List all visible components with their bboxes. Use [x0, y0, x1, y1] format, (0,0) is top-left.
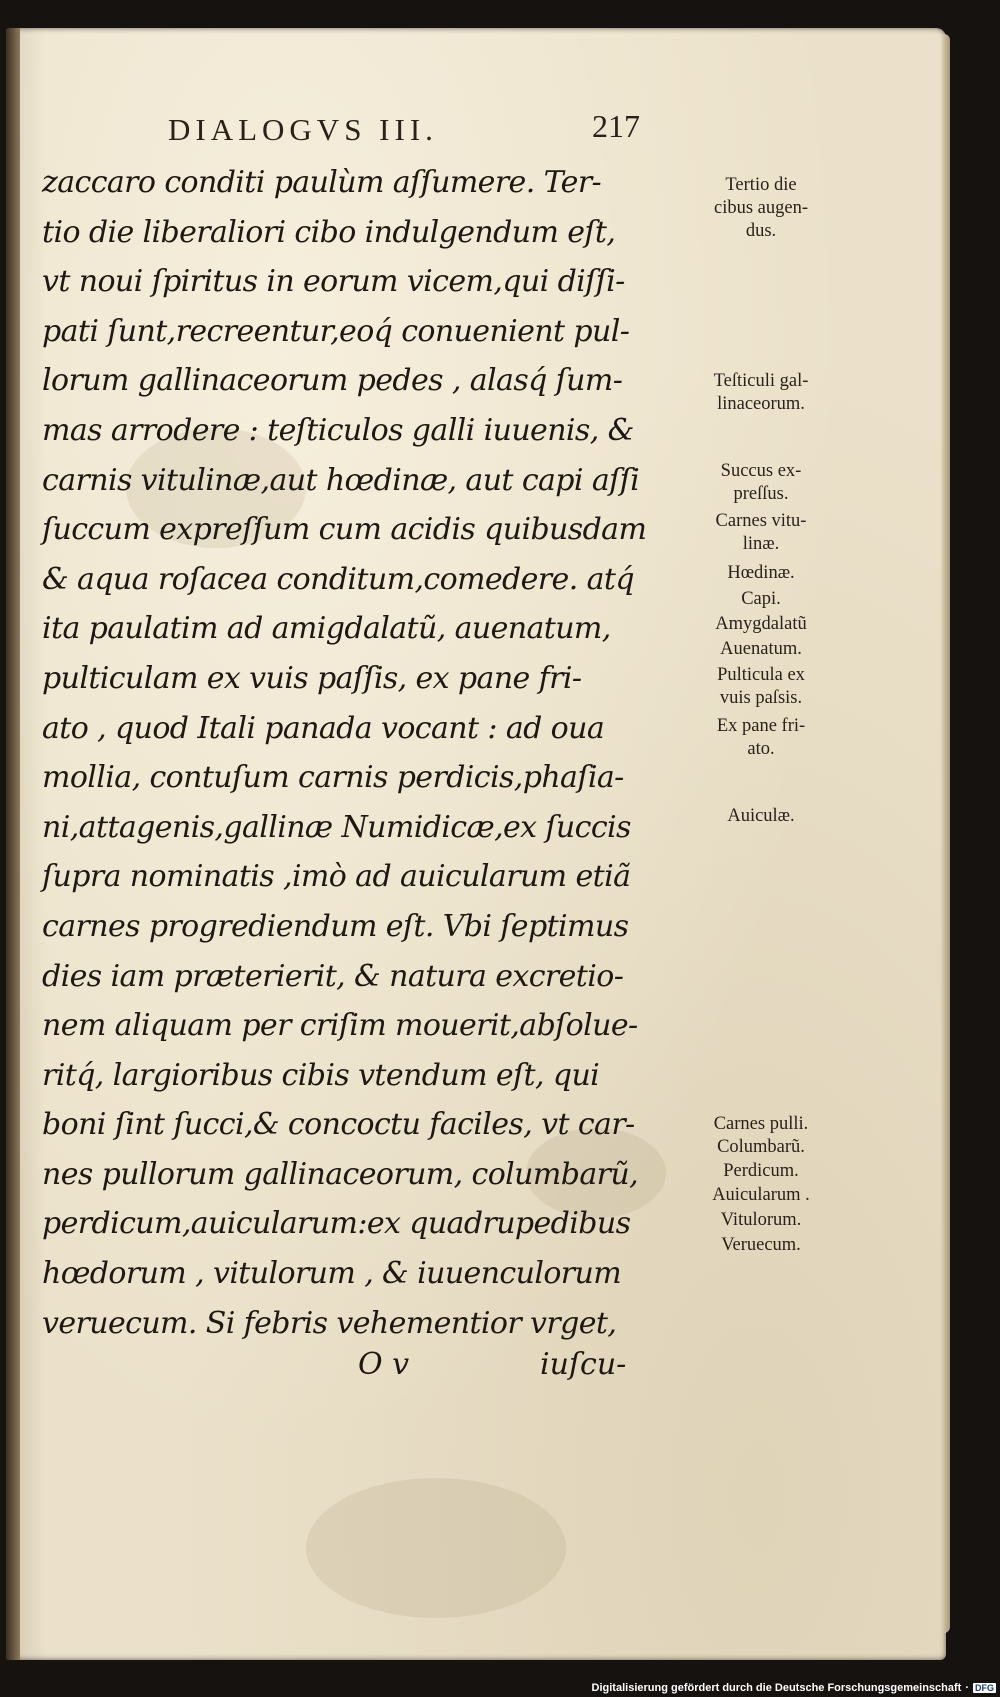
catchword: iuſcu-	[540, 1347, 627, 1382]
margin-note	[676, 638, 846, 661]
margin-note	[676, 174, 846, 243]
text-line: ſupra nominatis ,imò ad auicularum etiã	[42, 859, 631, 895]
text-line: veruecum. Si febris vehementior vrget,	[42, 1305, 617, 1341]
text-line: hœdorum , vitulorum , & iuuenculorum	[42, 1256, 622, 1292]
margin-note-line: Auenatum.	[720, 639, 802, 659]
margin-note	[676, 1136, 846, 1159]
margin-note-line: Ex pane fri-	[716, 716, 806, 736]
text-line: mollia, contuſum carnis perdicis,phaſia-	[42, 760, 624, 796]
margin-note-line: Carnes vitu-	[715, 511, 807, 531]
margin-note-line: Vitulorum.	[720, 1210, 802, 1230]
margin-note-line: cibus augen-	[713, 198, 808, 218]
text-line: ita paulatim ad amigdalatũ, auenatum,	[42, 611, 611, 647]
margin-note	[676, 715, 846, 761]
margin-note-line: Pulticula ex	[717, 665, 805, 685]
margin-note-line: Capi.	[741, 589, 781, 609]
text-line: zaccaro conditi paulùm aſſumere. Ter-	[42, 165, 602, 200]
margin-note	[676, 1209, 846, 1232]
page-number: 217	[592, 108, 640, 144]
margin-note-line: Auiculæ.	[727, 806, 795, 826]
margin-note	[676, 1184, 846, 1207]
text-line: pati ſunt,recreentur,eoq́ conuenient pul-	[42, 313, 630, 349]
text-line: nes pullorum gallinaceorum, columbarũ,	[42, 1156, 639, 1192]
margin-note-line: Teſticuli gal-	[713, 371, 809, 391]
margin-note-line: linaceorum.	[717, 394, 805, 414]
page-edge	[942, 34, 950, 1633]
margin-note	[676, 460, 846, 506]
margin-note-line: Columbarũ.	[717, 1137, 805, 1157]
text-line: nem aliquam per criſim mouerit,abſolue-	[42, 1008, 638, 1044]
binding-gutter	[6, 28, 20, 1660]
text-line: ritq́, largioribus cibis vtendum eſt, qui	[42, 1057, 600, 1093]
text-line: perdicum,auicularum:ex quadrupedibus	[42, 1206, 631, 1242]
margin-note	[676, 510, 846, 556]
credit-separator: ·	[965, 1682, 969, 1694]
margin-note-line: preſſus.	[733, 484, 789, 504]
text-line: carnes progrediendum eſt. Vbi ſeptimus	[42, 908, 629, 944]
running-head: DIALOGVS III.	[168, 112, 438, 147]
margin-note	[676, 805, 846, 828]
text-line: mas arrodere : teſticulos galli iuuenis, &	[42, 412, 634, 448]
margin-note-line: ato.	[747, 739, 775, 759]
text-line: vt noui ſpiritus in eorum vicem,qui diſſi-	[42, 264, 625, 300]
margin-note-line: Amygdalatũ	[715, 614, 807, 634]
digitization-credit	[592, 1682, 996, 1694]
main-text-block	[42, 158, 682, 1348]
text-line: lorum gallinaceorum pedes , alasq́ ſum-	[42, 363, 623, 399]
credit-text: Digitalisierung gefördert durch die Deutsche Forschungsgemeinschaft	[591, 1682, 962, 1694]
margin-note-line: Carnes pulli.	[713, 1114, 809, 1134]
margin-note	[676, 588, 846, 611]
margin-note	[676, 613, 846, 636]
margin-note-line: Veruecum.	[721, 1235, 801, 1255]
text-line: ſuccum expreſſum cum acidis quibusdam	[42, 512, 647, 548]
text-line: pulticulam ex vuis paſſis, ex pane fri-	[42, 660, 582, 696]
margin-note	[676, 1113, 846, 1136]
text-line: tio die liberaliori cibo indulgendum eſt,	[42, 214, 616, 250]
margin-note-line: linæ.	[742, 534, 780, 554]
margin-note-line: Succus ex-	[720, 461, 802, 481]
text-line: boni ſint ſucci,& concoctu faciles, vt car-	[42, 1107, 635, 1143]
margin-note-line: Auicularum .	[712, 1185, 810, 1205]
margin-note-line: Hœdinæ.	[727, 563, 795, 583]
margin-note	[676, 1234, 846, 1257]
margin-note	[676, 1160, 846, 1183]
text-line: dies iam præterierit, & natura excretio-	[42, 958, 624, 994]
margin-note	[676, 562, 846, 585]
margin-note-line: Perdicum.	[723, 1161, 799, 1181]
text-line: & aqua roſacea conditum,comedere. atq́	[42, 561, 634, 597]
paper-stain	[306, 1478, 566, 1618]
text-line: carnis vitulinæ,aut hœdinæ, aut capi aſſi	[42, 462, 640, 498]
margin-note	[676, 664, 846, 710]
text-line: ato , quod Itali panada vocant : ad oua	[42, 710, 605, 746]
margin-note-line: Tertio die	[725, 175, 797, 195]
margin-note-line: dus.	[745, 221, 777, 241]
signature-mark: O v	[358, 1347, 410, 1382]
dfg-logo: DFG	[975, 1683, 994, 1693]
text-line: ni,attagenis,gallinæ Numidicæ,ex ſuccis	[42, 809, 631, 845]
margin-note-line: vuis paſsis.	[719, 688, 803, 708]
margin-note	[676, 370, 846, 416]
